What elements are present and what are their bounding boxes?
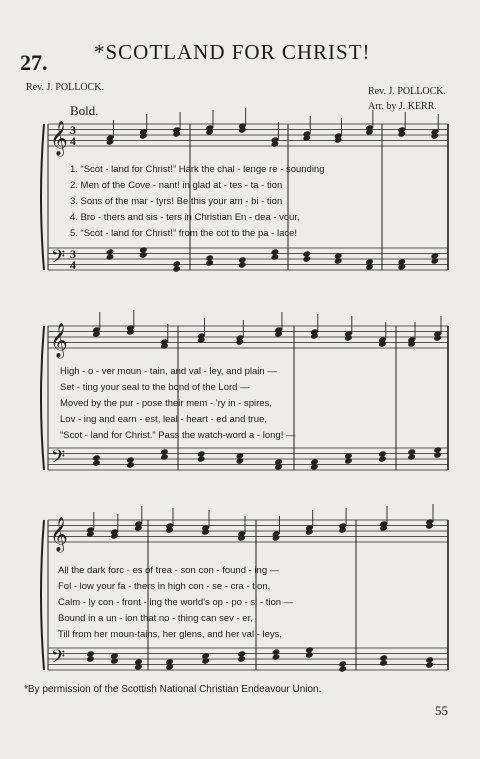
note-head: [126, 461, 135, 468]
verse-line: Till from her moun-tains, her glens, and her val - leys,: [58, 629, 283, 640]
arranger: Arr. by J. KERR.: [368, 101, 437, 112]
note-head: [205, 259, 214, 266]
bass-clef-icon: 𝄢: [51, 247, 66, 272]
footnote: *By permission of the Scottish National Christian Endeavour Union.: [24, 684, 322, 695]
verse-line: Set - ting your seal to the bond of the Lord ―: [60, 382, 250, 393]
brace-icon: [41, 124, 44, 270]
note-head: [334, 257, 343, 264]
verse-line: Moved by the pur - pose their mem - 'ry in - spires,: [60, 398, 272, 409]
author-right: Rev. J. POLLOCK.: [368, 86, 446, 97]
verse-line: Fol - low your fa - thers in high con - se - cra - tion,: [58, 581, 271, 592]
author-left: Rev. J. POLLOCK.: [26, 82, 104, 93]
note-head: [160, 453, 169, 460]
verse-line: 1. “Scot - land for Christ!” Hark the chal - lenge re - sounding: [70, 164, 325, 175]
note-head: [378, 455, 387, 462]
note-head: [303, 255, 312, 262]
note-head: [425, 661, 434, 668]
verse-line: Lov - ing and earn - est, leal - heart - ed and true,: [60, 414, 268, 425]
note-head: [237, 655, 246, 662]
treble-clef-icon: 𝄞: [50, 517, 68, 552]
verse-line: All the dark forc - es of trea - son con - found - ing ―: [58, 565, 280, 576]
bass-clef-icon: 𝄢: [51, 647, 66, 672]
note-head: [92, 459, 101, 466]
brace-icon: [41, 326, 44, 470]
note-head: [271, 253, 280, 260]
note-head: [407, 453, 416, 460]
tempo-marking: Bold.: [70, 103, 99, 118]
hymn-title: *SCOTLAND FOR CHRIST!: [94, 40, 371, 64]
note-head: [236, 457, 245, 464]
time-signature: 3: [70, 247, 76, 261]
note-head: [305, 651, 314, 658]
verse-line: “Scot - land for Christ.” Pass the watch-word a - long! ―: [60, 430, 296, 441]
time-signature: 4: [70, 134, 76, 148]
note-head: [201, 657, 210, 664]
verse-line: 2. Men of the Cove - nant! in glad at - tes - ta - tion: [70, 180, 283, 191]
note-head: [338, 665, 347, 672]
note-head: [110, 657, 119, 664]
note-head: [86, 655, 95, 662]
hymn-number: 27.: [20, 50, 48, 75]
note-head: [379, 659, 388, 666]
page-number: 55: [435, 703, 448, 718]
note-head: [431, 257, 440, 264]
treble-clef-icon: 𝄞: [50, 121, 68, 156]
bass-clef-icon: 𝄢: [51, 447, 66, 472]
note-head: [172, 265, 181, 272]
time-signature: 3: [70, 123, 76, 137]
verse-line: 4. Bro - thers and sis - ters in Christian En - dea - vour,: [70, 212, 300, 223]
note-head: [197, 455, 206, 462]
verse-line: Bound in a un - ion that no - thing can sev - er,: [58, 613, 253, 624]
verse-line: 3. Sons of the mar - tyrs! Be this your am - bi - tion: [70, 196, 283, 207]
note-head: [238, 261, 247, 268]
verse-line: Calm - ly con - front - ing the world's op - po - si - tion ―: [58, 597, 294, 608]
verse-line: 5. “Scot - land for Christ!” from the cot to the pa - lace!: [70, 228, 298, 239]
verse-line: High - o - ver moun - tain, and val - ley, and plain ―: [60, 366, 277, 377]
time-signature: 4: [70, 258, 76, 272]
treble-clef-icon: 𝄞: [50, 323, 68, 358]
note-head: [106, 253, 115, 260]
note-head: [139, 251, 148, 258]
brace-icon: [41, 520, 44, 670]
note-head: [433, 451, 442, 458]
note-head: [344, 457, 353, 464]
note-head: [272, 653, 281, 660]
